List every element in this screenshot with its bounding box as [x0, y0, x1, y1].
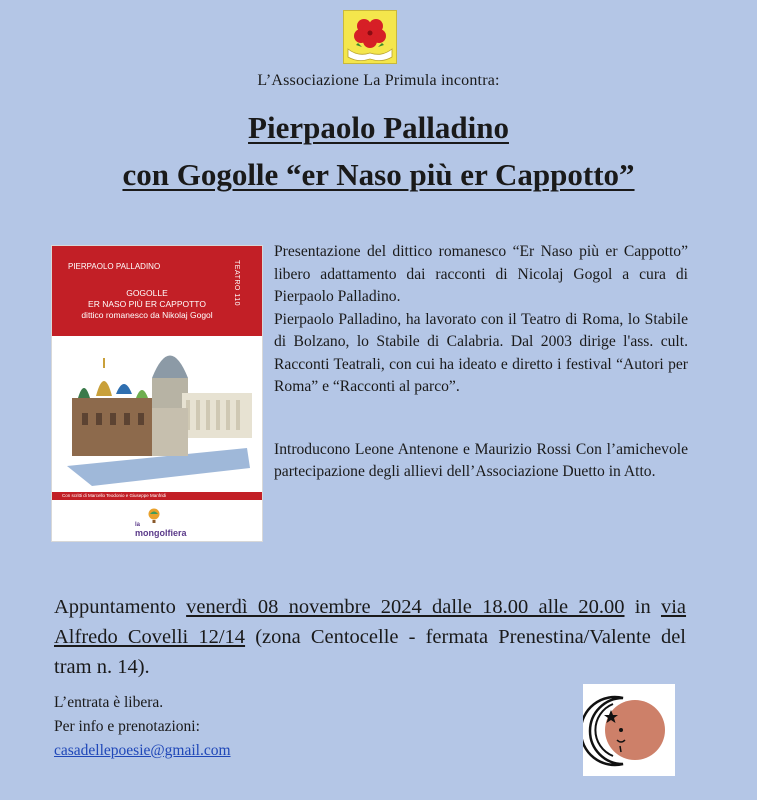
appointment-date: venerdì 08 novembre 2024 dalle 18.00 alle 20.00	[186, 596, 625, 618]
cover-series: TEATRO 110	[233, 260, 240, 306]
page-title-line1: Pierpaolo Palladino	[248, 110, 509, 145]
footer-info	[54, 691, 231, 763]
intro-line: L’Associazione La Primula incontra:	[257, 72, 500, 89]
primula-flower-hands-icon	[344, 11, 396, 63]
publisher-name: mongolfiera	[135, 528, 187, 538]
association-badge	[583, 684, 675, 776]
cover-title: GOGOLLE	[126, 288, 168, 298]
description-paragraph: Pierpaolo Palladino, ha lavorato con il Teatro di Roma, lo Stabile di Bolzano, lo Stabile di Calabria. Dal 2003 dirige l'ass. cult. Racconti Teatrali, con cui ha ideato e diretto i festival “Autori per Roma” e “Racconti al parco”.	[274, 310, 688, 395]
cover-publisher	[135, 522, 187, 538]
primula-logo	[343, 10, 397, 64]
description-paragraph: Presentazione del dittico romanesco “Er Naso più er Cappotto” libero adattamento dai racconti di Nicolaj Gogol a cura di Pierpaolo Palladino.	[274, 243, 688, 305]
appointment-label: Appuntamento	[54, 596, 176, 618]
cover-author: PIERPAOLO PALLADINO	[68, 262, 161, 271]
page-title-line2: con Gogolle “er Naso più er Cappotto”	[122, 157, 635, 192]
book-cover	[52, 246, 262, 541]
event-description	[274, 241, 688, 484]
appointment-in: in	[634, 596, 651, 618]
appointment-address: via Alfredo Covelli 12/14	[54, 596, 687, 648]
cover-subtitle: ER NASO PIÙ ER CAPPOTTO	[88, 299, 206, 309]
info-text: Per info e prenotazioni:	[54, 718, 200, 735]
description-paragraph: Introducono Leone Antenone e Maurizio Rossi Con l’amichevole partecipazione degli allievi dell’Associazione Duetto in Atto.	[274, 440, 688, 480]
appointment-block	[54, 592, 686, 682]
free-entry-text: L’entrata è libera.	[54, 694, 164, 711]
cover-credits: Con scritti di Marcello Teodonio e Giuseppe Manfridi	[62, 493, 166, 498]
publisher-prefix: la	[135, 522, 141, 528]
moon-face-logo-icon	[583, 684, 675, 776]
cover-cityscape-illustration	[52, 338, 262, 488]
appointment-location-note: (zona Centocelle - fermata Prenestina/Valente del tram n. 14).	[54, 626, 687, 678]
email-link[interactable]: casadellepoesie@gmail.com	[54, 742, 231, 759]
cover-tagline: dittico romanesco da Nikolaj Gogol	[81, 310, 213, 320]
